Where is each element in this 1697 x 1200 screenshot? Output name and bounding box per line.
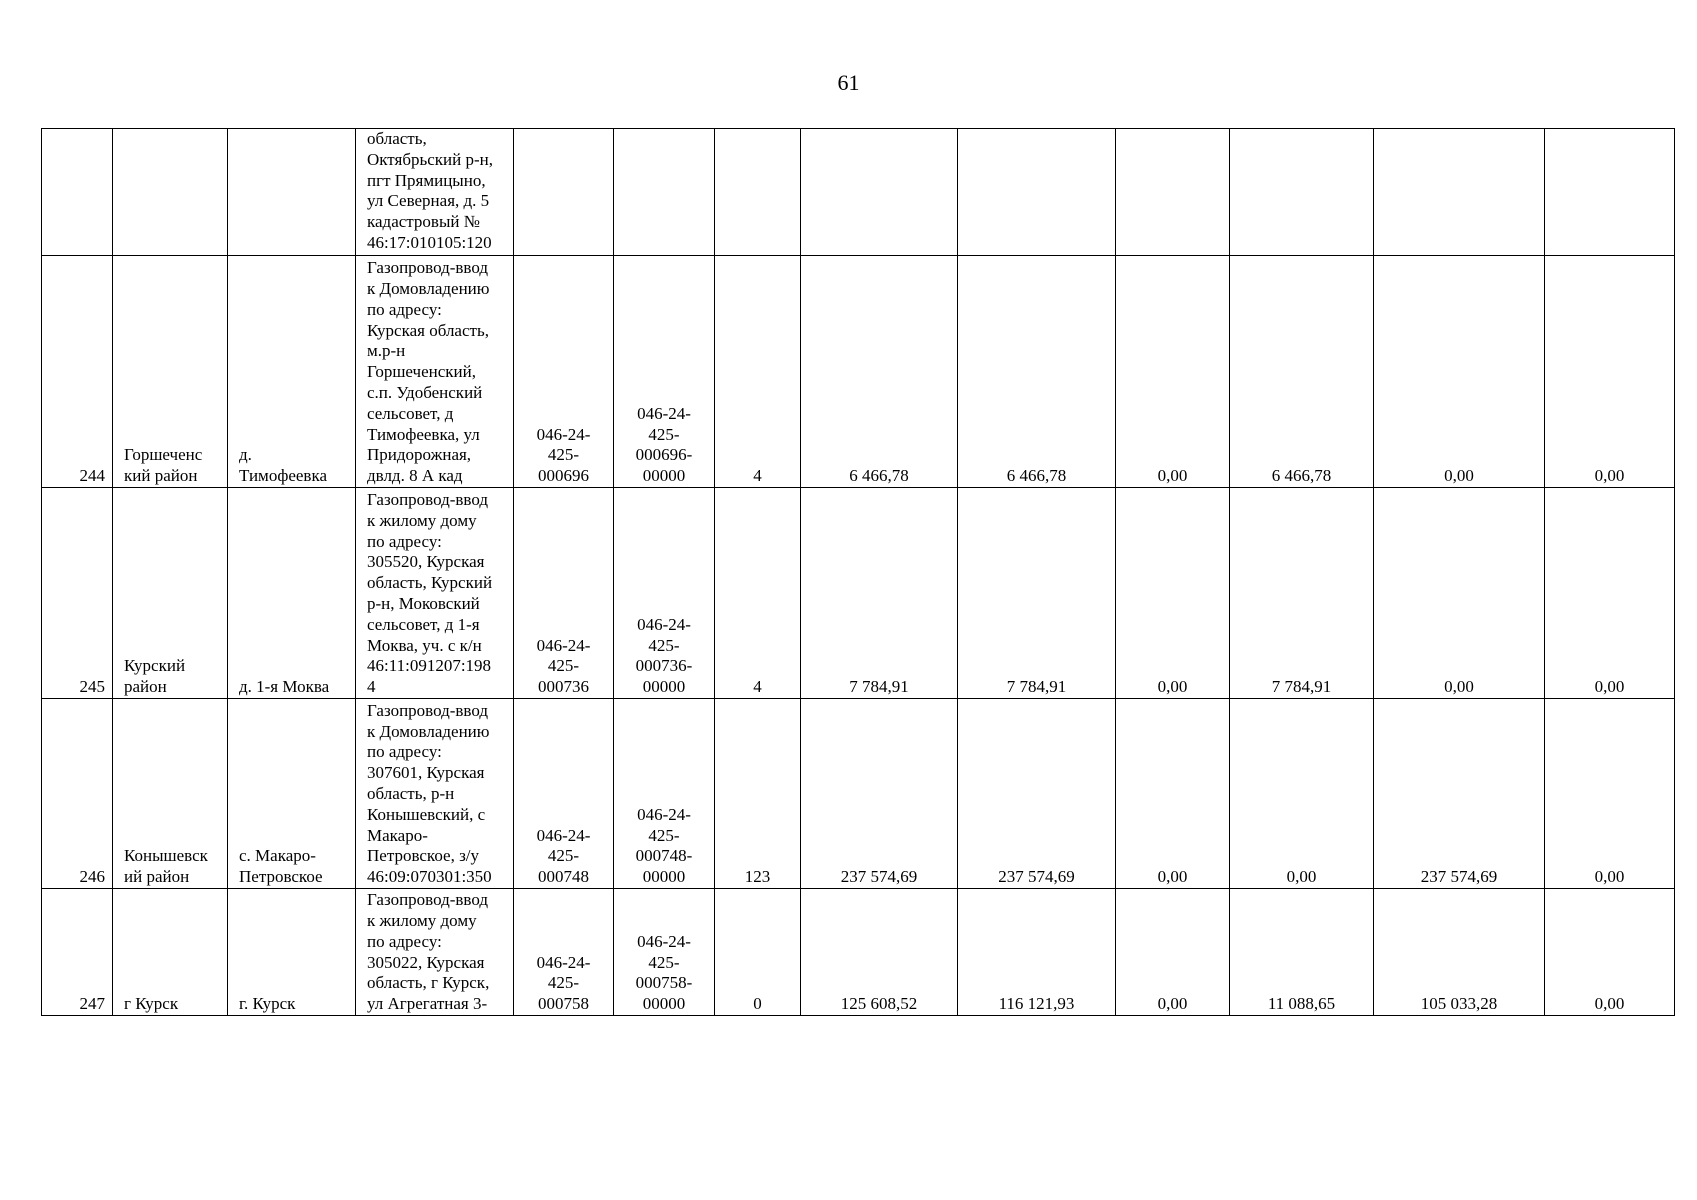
row-number-cell xyxy=(42,129,113,256)
row-number-cell: 245 xyxy=(42,488,113,699)
table-row xyxy=(42,699,1675,889)
value-cell-2: 237 574,69 xyxy=(958,699,1116,889)
quantity-cell: 123 xyxy=(715,699,801,889)
page-number: 61 xyxy=(837,70,860,95)
description-cell: область, Октябрьский р-н, пгт Прямицыно, ул Северная, д. 5 кадастровый № 46:17:010105:120 xyxy=(356,129,514,256)
table-row xyxy=(42,889,1675,1016)
value-cell-5: 0,00 xyxy=(1374,256,1545,488)
value-cell-5 xyxy=(1374,129,1545,256)
value-cell-3: 0,00 xyxy=(1116,699,1230,889)
inventory-code-cell: 046-24- 425- 000758- 00000 xyxy=(614,889,715,1016)
value-cell-1: 125 608,52 xyxy=(801,889,958,1016)
table-row xyxy=(42,256,1675,488)
district-cell xyxy=(113,129,228,256)
value-cell-6: 0,00 xyxy=(1545,256,1675,488)
value-cell-1 xyxy=(801,129,958,256)
locality-cell: д. 1-я Моква xyxy=(228,488,356,699)
value-cell-3: 0,00 xyxy=(1116,488,1230,699)
quantity-cell xyxy=(715,129,801,256)
district-cell: Конышевск ий район xyxy=(113,699,228,889)
object-code-cell: 046-24- 425- 000736 xyxy=(514,488,614,699)
object-code-cell xyxy=(514,129,614,256)
table-row xyxy=(42,488,1675,699)
value-cell-1: 6 466,78 xyxy=(801,256,958,488)
inventory-code-cell xyxy=(614,129,715,256)
value-cell-6: 0,00 xyxy=(1545,889,1675,1016)
table-row xyxy=(42,129,1675,256)
inventory-code-cell: 046-24- 425- 000696- 00000 xyxy=(614,256,715,488)
value-cell-3: 0,00 xyxy=(1116,256,1230,488)
district-cell: Горшеченс кий район xyxy=(113,256,228,488)
description-cell: Газопровод-ввод к Домовладению по адресу: 307601, Курская область, р-н Конышевский, с Макаро- Петровское, з/у 46:09:070301:350 xyxy=(356,699,514,889)
value-cell-5: 105 033,28 xyxy=(1374,889,1545,1016)
description-cell: Газопровод-ввод к жилому дому по адресу: 305520, Курская область, Курский р-н, Моковский сельсовет, д 1-я Моква, уч. с к/н 46:11:091207:198 4 xyxy=(356,488,514,699)
district-cell: г Курск xyxy=(113,889,228,1016)
row-number-cell: 247 xyxy=(42,889,113,1016)
row-number-cell: 244 xyxy=(42,256,113,488)
value-cell-5: 237 574,69 xyxy=(1374,699,1545,889)
object-code-cell: 046-24- 425- 000758 xyxy=(514,889,614,1016)
inventory-code-cell: 046-24- 425- 000748- 00000 xyxy=(614,699,715,889)
value-cell-4: 0,00 xyxy=(1230,699,1374,889)
value-cell-2 xyxy=(958,129,1116,256)
object-code-cell: 046-24- 425- 000748 xyxy=(514,699,614,889)
description-cell: Газопровод-ввод к жилому дому по адресу: 305022, Курская область, г Курск, ул Агрегатная 3- xyxy=(356,889,514,1016)
value-cell-1: 237 574,69 xyxy=(801,699,958,889)
row-number-cell: 246 xyxy=(42,699,113,889)
value-cell-6: 0,00 xyxy=(1545,699,1675,889)
value-cell-3 xyxy=(1116,129,1230,256)
locality-cell: с. Макаро- Петровское xyxy=(228,699,356,889)
locality-cell: д. Тимофеевка xyxy=(228,256,356,488)
value-cell-6 xyxy=(1545,129,1675,256)
asset-table xyxy=(41,128,1675,1016)
quantity-cell: 0 xyxy=(715,889,801,1016)
value-cell-5: 0,00 xyxy=(1374,488,1545,699)
value-cell-2: 6 466,78 xyxy=(958,256,1116,488)
district-cell: Курский район xyxy=(113,488,228,699)
value-cell-4: 6 466,78 xyxy=(1230,256,1374,488)
locality-cell xyxy=(228,129,356,256)
value-cell-1: 7 784,91 xyxy=(801,488,958,699)
object-code-cell: 046-24- 425- 000696 xyxy=(514,256,614,488)
value-cell-2: 7 784,91 xyxy=(958,488,1116,699)
locality-cell: г. Курск xyxy=(228,889,356,1016)
value-cell-4: 7 784,91 xyxy=(1230,488,1374,699)
description-cell: Газопровод-ввод к Домовладению по адресу: Курская область, м.р-н Горшеченский, с.п. Удобенский сельсовет, д Тимофеевка, ул Придорожная, двлд. 8 А кад xyxy=(356,256,514,488)
value-cell-2: 116 121,93 xyxy=(958,889,1116,1016)
value-cell-6: 0,00 xyxy=(1545,488,1675,699)
value-cell-4: 11 088,65 xyxy=(1230,889,1374,1016)
quantity-cell: 4 xyxy=(715,256,801,488)
value-cell-4 xyxy=(1230,129,1374,256)
inventory-code-cell: 046-24- 425- 000736- 00000 xyxy=(614,488,715,699)
quantity-cell: 4 xyxy=(715,488,801,699)
value-cell-3: 0,00 xyxy=(1116,889,1230,1016)
